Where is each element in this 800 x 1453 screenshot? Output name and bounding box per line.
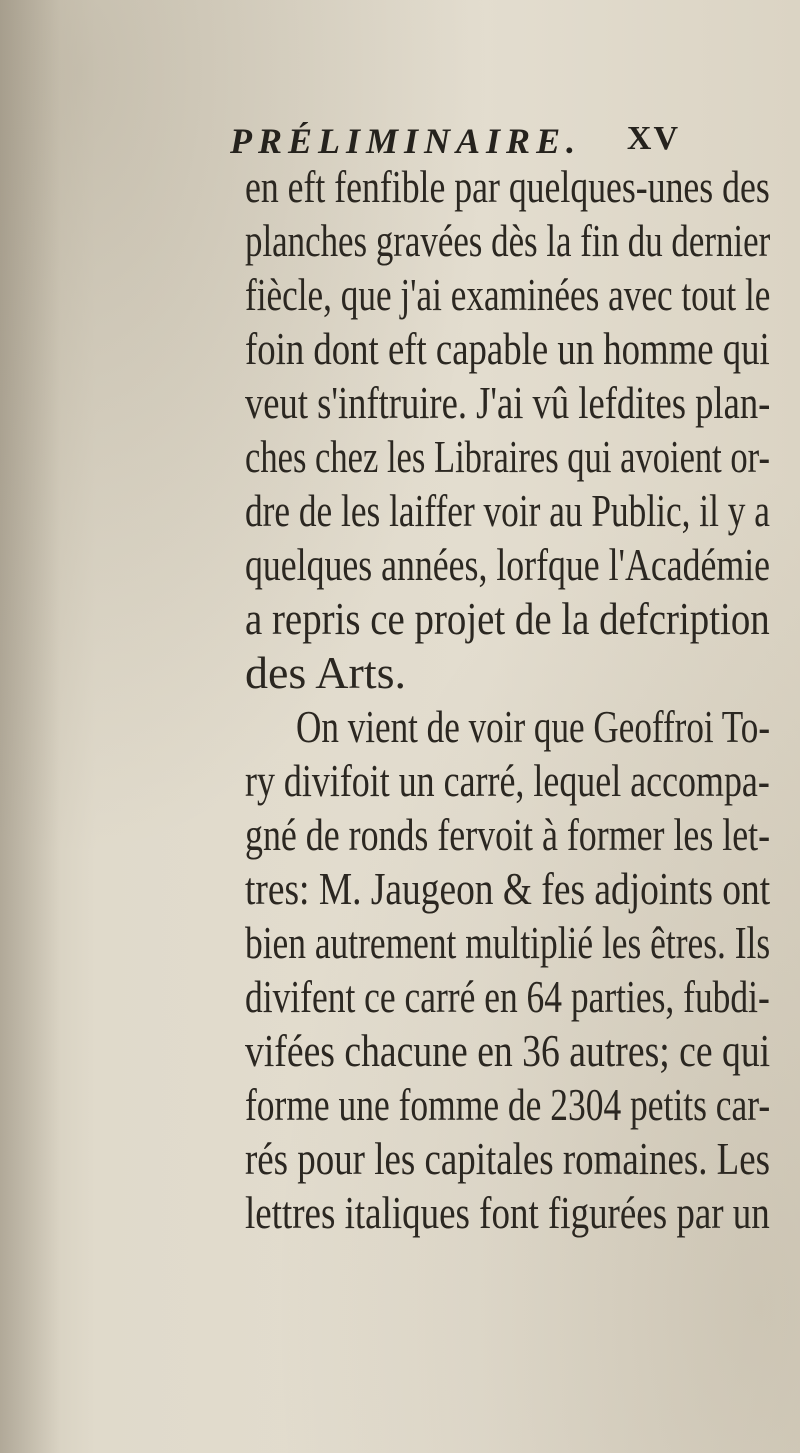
text-line: a repris ce projet de la defcription: [245, 593, 770, 644]
text-line: vifées chacune en 36 autres; ce qui: [245, 1025, 771, 1076]
page-number: XV: [626, 120, 680, 157]
text-line: forme une fomme de 2304 petits car-: [245, 1079, 771, 1130]
text-line: bien autrement multiplié les êtres. Ils: [245, 917, 771, 968]
text-line: quelques années, lorfque l'Académie: [245, 539, 771, 590]
text-line: foin dont eft capable un homme qui: [245, 323, 770, 374]
text-line: veut s'inftruire. J'ai vû lefdites plan-: [245, 377, 771, 428]
text-line: gné de ronds fervoit à former les let-: [245, 809, 771, 860]
text-line: tres: M. Jaugeon & fes adjoints ont: [245, 863, 771, 914]
text-line: planches gravées dès la fin du dernier: [245, 215, 771, 266]
text-line: rés pour les capitales romaines. Les: [245, 1133, 770, 1184]
text-line: en eft fenfible par quelques-unes des: [245, 161, 770, 212]
text-line: lettres italiques font figurées par un: [245, 1187, 770, 1238]
text-line: ry divifoit un carré, lequel accompa-: [245, 755, 770, 806]
text-line: fiècle, que j'ai examinées avec tout le: [245, 269, 771, 320]
text-line: ches chez les Libraires qui avoient or-: [245, 431, 771, 482]
running-head: PRÉLIMINAIRE.: [230, 121, 582, 161]
text-line: dre de les laiffer voir au Public, il y a: [245, 485, 770, 536]
text-line: divifent ce carré en 64 parties, fubdi-: [245, 971, 770, 1022]
text-line: des Arts.: [245, 647, 406, 698]
text-line: On vient de voir que Geoffroi To-: [296, 701, 771, 752]
binding-shadow: [0, 0, 60, 1453]
